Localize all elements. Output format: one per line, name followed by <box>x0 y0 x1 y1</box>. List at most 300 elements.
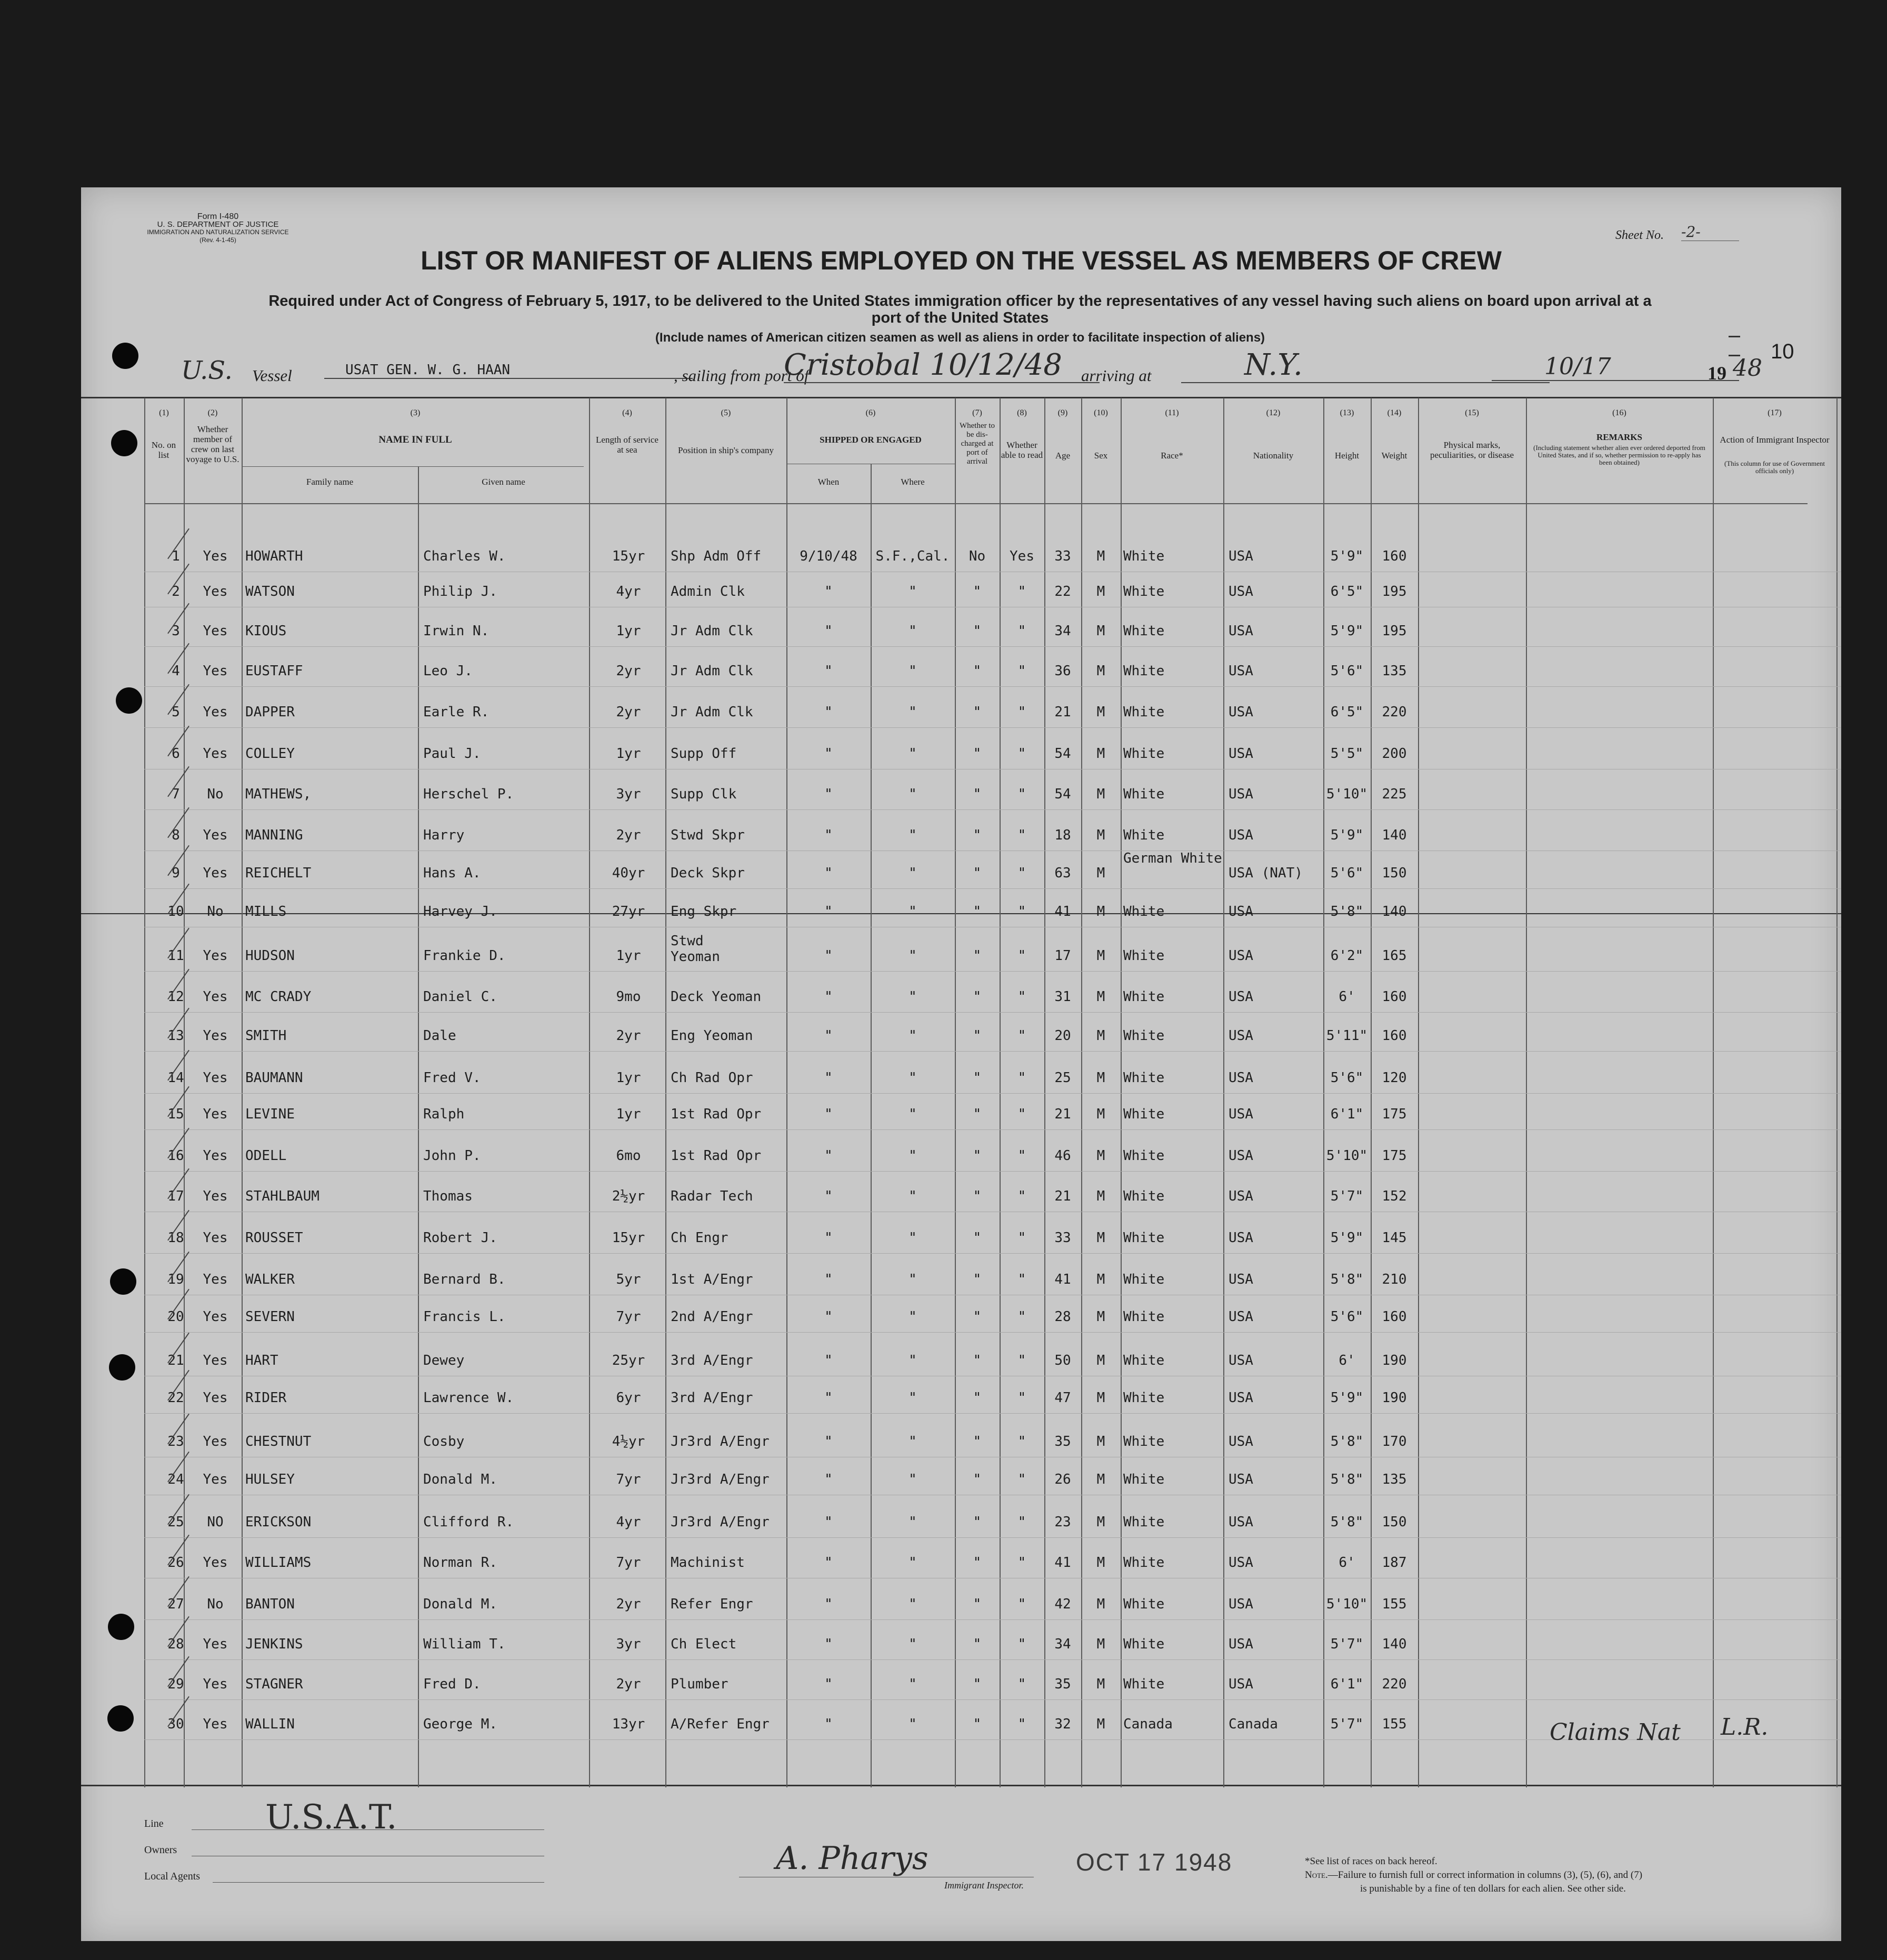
when-cell: " <box>824 786 833 802</box>
nationality-cell: USA <box>1229 704 1253 720</box>
family-name-cell: WILLIAMS <box>245 1555 312 1571</box>
height-cell: 5'9" <box>1330 827 1364 843</box>
race-cell: White <box>1123 548 1165 564</box>
weight-cell: 152 <box>1382 1188 1407 1204</box>
service-cell: 2yr <box>616 1676 641 1692</box>
row-guide-line <box>144 1537 1841 1538</box>
when-cell: " <box>824 1353 833 1368</box>
discharged-cell: " <box>973 865 982 881</box>
service-cell: 6yr <box>616 1390 641 1406</box>
prev-voyage-cell: Yes <box>203 1309 228 1325</box>
footer-line-value: U.S.A.T. <box>265 1798 397 1837</box>
vessel-prefix: U.S. <box>181 356 233 385</box>
service-cell: 2yr <box>616 1596 641 1612</box>
colnum-3: (3) <box>410 408 421 417</box>
col-rule-12 <box>1223 398 1224 1787</box>
position-cell: Ch Rad Opr <box>671 1070 753 1086</box>
col-rule-3 <box>242 398 243 1787</box>
sailing-label: , sailing from port of <box>674 366 809 385</box>
height-cell: 5'8" <box>1330 904 1364 919</box>
race-cell: White <box>1123 1272 1165 1287</box>
where-cell: S.F.,Cal. <box>875 548 950 564</box>
race-cell: White <box>1123 1188 1165 1204</box>
row-number: 17 <box>167 1188 184 1204</box>
colnum-8: (8) <box>1017 408 1027 417</box>
height-cell: 5'6" <box>1330 865 1364 881</box>
weight-cell: 160 <box>1382 989 1407 1005</box>
row-guide-line <box>144 686 1841 687</box>
colhead-position: Position in ship's company <box>677 445 774 455</box>
required-line-1: Required under Act of Congress of February 5, 1917, to be delivered to the United States immigration officer by the representatives of any vessel having such aliens on board upon arrival at a <box>268 293 1652 309</box>
discharged-cell: " <box>973 786 982 802</box>
nationality-cell: USA <box>1229 1555 1253 1571</box>
col-rule-16 <box>1526 398 1527 1787</box>
height-cell: 5'8" <box>1330 1434 1364 1449</box>
sheet-no-label: Sheet No. <box>1615 228 1664 242</box>
race-cell: White <box>1123 1390 1165 1406</box>
age-cell: 54 <box>1054 786 1071 802</box>
prev-voyage-cell: Yes <box>203 1353 228 1368</box>
race-cell: White <box>1123 1555 1165 1571</box>
service-cell: 13yr <box>612 1716 645 1732</box>
race-cell: White <box>1123 827 1165 843</box>
colhead-when: When <box>817 477 840 487</box>
race-cell: White <box>1123 989 1165 1005</box>
family-name-cell: WATSON <box>245 584 295 599</box>
punch-hole <box>111 430 137 456</box>
height-cell: 5'10" <box>1326 1148 1368 1164</box>
height-cell: 5'9" <box>1330 548 1364 564</box>
colhead-physical-marks: Physical marks, peculiarities, or disease <box>1430 440 1514 460</box>
where-cell: " <box>908 1148 917 1164</box>
weight-cell: 160 <box>1382 1309 1407 1325</box>
position-cell: Ch Elect <box>671 1636 737 1652</box>
sex-cell: M <box>1096 989 1105 1005</box>
prev-voyage-cell: Yes <box>203 1272 228 1287</box>
age-cell: 17 <box>1054 948 1071 964</box>
colhead-able-to-read: Whether able to read <box>1001 440 1043 460</box>
given-name-cell: Dewey <box>423 1353 465 1368</box>
nationality-cell: Canada <box>1229 1716 1278 1732</box>
row-number: 22 <box>167 1390 184 1406</box>
weight-cell: 150 <box>1382 865 1407 881</box>
given-name-cell: Harry <box>423 827 465 843</box>
weight-cell: 175 <box>1382 1106 1407 1122</box>
read-cell: " <box>1017 1636 1026 1652</box>
prev-voyage-cell: Yes <box>203 1106 228 1122</box>
sex-cell: M <box>1096 1353 1105 1368</box>
when-cell: " <box>824 663 833 679</box>
given-name-cell: Clifford R. <box>423 1514 514 1530</box>
sex-cell: M <box>1096 663 1105 679</box>
nationality-cell: USA <box>1229 1596 1253 1612</box>
service-cell: 2yr <box>616 704 641 720</box>
age-cell: 36 <box>1054 663 1071 679</box>
race-cell: White <box>1123 904 1165 919</box>
when-cell: " <box>824 827 833 843</box>
when-cell: " <box>824 1596 833 1612</box>
nationality-cell: USA <box>1229 1309 1253 1325</box>
sex-cell: M <box>1096 1309 1105 1325</box>
position-cell: 3rd A/Engr <box>671 1390 753 1406</box>
age-cell: 63 <box>1054 865 1071 881</box>
colnum-2: (2) <box>207 408 218 417</box>
position-cell: 1st Rad Opr <box>671 1106 762 1122</box>
sex-cell: M <box>1096 584 1105 599</box>
row-guide-line <box>144 809 1841 810</box>
position-cell: Radar Tech <box>671 1188 753 1204</box>
race-cell: White <box>1123 1472 1165 1487</box>
age-cell: 35 <box>1054 1434 1071 1449</box>
where-cell: " <box>908 1636 917 1652</box>
given-name-cell: Irwin N. <box>423 623 490 639</box>
height-cell: 6'2" <box>1330 948 1364 964</box>
read-cell: " <box>1017 827 1026 843</box>
nationality-cell: USA <box>1229 948 1253 964</box>
position-cell: Machinist <box>671 1555 745 1571</box>
age-cell: 25 <box>1054 1070 1071 1086</box>
family-name-cell: RIDER <box>245 1390 287 1406</box>
discharged-cell: " <box>973 827 982 843</box>
family-name-cell: CHESTNUT <box>245 1434 312 1449</box>
service-cell: 1yr <box>616 948 641 964</box>
family-name-cell: MATHEWS, <box>245 786 312 802</box>
when-cell: " <box>824 1028 833 1044</box>
given-name-cell: Lawrence W. <box>423 1390 514 1406</box>
colnum-11: (11) <box>1165 408 1179 417</box>
row-number: 27 <box>167 1596 184 1612</box>
read-cell: " <box>1017 746 1026 762</box>
discharged-cell: " <box>973 1676 982 1692</box>
given-name-cell: Hans A. <box>423 865 481 881</box>
height-cell: 5'11" <box>1326 1028 1368 1044</box>
weight-cell: 160 <box>1382 548 1407 564</box>
when-cell: " <box>824 1070 833 1086</box>
when-cell: " <box>824 746 833 762</box>
race-cell: White <box>1123 1148 1165 1164</box>
col-rule-3b <box>418 466 419 1787</box>
sex-cell: M <box>1096 1636 1105 1652</box>
sex-cell: M <box>1096 1676 1105 1692</box>
nationality-cell: USA <box>1229 1472 1253 1487</box>
sex-cell: M <box>1096 623 1105 639</box>
where-cell: " <box>908 1272 917 1287</box>
discharged-cell: " <box>973 1434 982 1449</box>
form-id-block <box>147 213 289 244</box>
family-name-cell: BANTON <box>245 1596 295 1612</box>
service-cell: 15yr <box>612 1230 645 1246</box>
family-name-cell: WALLIN <box>245 1716 295 1732</box>
service-cell: 27yr <box>612 904 645 919</box>
family-name-cell: MANNING <box>245 827 303 843</box>
age-cell: 50 <box>1054 1353 1071 1368</box>
colhead-family-name: Family name <box>306 477 354 487</box>
nationality-cell: USA <box>1229 1636 1253 1652</box>
read-cell: " <box>1017 663 1026 679</box>
col-rule-1 <box>144 398 145 1787</box>
age-cell: 31 <box>1054 989 1071 1005</box>
read-cell: " <box>1017 1272 1026 1287</box>
row-guide-line <box>144 1129 1841 1130</box>
row-number: 30 <box>167 1716 184 1732</box>
punch-hole <box>116 687 142 714</box>
position-cell: Refer Engr <box>671 1596 753 1612</box>
colnum-12: (12) <box>1266 408 1281 417</box>
service-cell: 15yr <box>612 548 645 564</box>
prev-voyage-cell: Yes <box>203 865 228 881</box>
where-cell: " <box>908 663 917 679</box>
service-cell: 2yr <box>616 663 641 679</box>
row-number: 7 <box>172 786 180 802</box>
nationality-cell: USA <box>1229 1070 1253 1086</box>
note-races: *See list of races on back hereof. <box>1305 1856 1437 1867</box>
weight-cell: 140 <box>1382 827 1407 843</box>
where-cell: " <box>908 584 917 599</box>
sex-cell: M <box>1096 1070 1105 1086</box>
colnum-14: (14) <box>1387 408 1402 417</box>
given-name-cell: Philip J. <box>423 584 497 599</box>
col-rule-15 <box>1418 398 1419 1787</box>
footer-agents-label: Local Agents <box>144 1871 201 1882</box>
nationality-cell: USA (NAT) <box>1229 865 1303 881</box>
discharged-cell: " <box>973 584 982 599</box>
punch-hole <box>107 1705 134 1732</box>
when-cell: " <box>824 948 833 964</box>
given-name-cell: William T. <box>423 1636 506 1652</box>
discharged-cell: " <box>973 663 982 679</box>
prev-voyage-cell: Yes <box>203 1472 228 1487</box>
age-cell: 41 <box>1054 1272 1071 1287</box>
prev-voyage-cell: Yes <box>203 746 228 762</box>
family-name-cell: COLLEY <box>245 746 295 762</box>
vessel-label: Vessel <box>252 366 292 385</box>
punch-hole <box>108 1614 134 1640</box>
where-cell: " <box>908 1028 917 1044</box>
prev-voyage-cell: Yes <box>203 663 228 679</box>
race-cell: White <box>1123 1636 1165 1652</box>
form-service: IMMIGRATION AND NATURALIZATION SERVICE <box>147 228 289 236</box>
nationality-cell: USA <box>1229 1514 1253 1530</box>
where-cell: " <box>908 948 917 964</box>
row-guide-line <box>144 1051 1841 1052</box>
nationality-cell: USA <box>1229 1676 1253 1692</box>
discharged-cell: " <box>973 1596 982 1612</box>
prev-voyage-cell: No <box>207 1596 224 1612</box>
nationality-cell: USA <box>1229 1390 1253 1406</box>
where-cell: " <box>908 1676 917 1692</box>
given-name-cell: Francis L. <box>423 1309 506 1325</box>
age-cell: 23 <box>1054 1514 1071 1530</box>
race-cell: White <box>1123 1070 1165 1086</box>
family-name-cell: STAGNER <box>245 1676 303 1692</box>
row-number: 25 <box>167 1514 184 1530</box>
row-guide-line <box>144 971 1841 972</box>
row-number: 20 <box>167 1309 184 1325</box>
family-name-cell: SMITH <box>245 1028 287 1044</box>
race-cell: White <box>1123 1353 1165 1368</box>
height-cell: 5'10" <box>1326 1596 1368 1612</box>
nationality-cell: USA <box>1229 1188 1253 1204</box>
family-name-cell: BAUMANN <box>245 1070 303 1086</box>
family-name-cell: ROUSSET <box>245 1230 303 1246</box>
height-cell: 5'7" <box>1330 1716 1364 1732</box>
when-cell: " <box>824 1148 833 1164</box>
given-name-cell: Donald M. <box>423 1472 497 1487</box>
weight-cell: 225 <box>1382 786 1407 802</box>
colhead-given-name: Given name <box>482 477 525 487</box>
prev-voyage-cell: Yes <box>203 1148 228 1164</box>
weight-cell: 220 <box>1382 1676 1407 1692</box>
prev-voyage-cell: Yes <box>203 1555 228 1571</box>
service-cell: 7yr <box>616 1472 641 1487</box>
required-line-2: port of the United States <box>871 309 1049 326</box>
service-cell: 9mo <box>616 989 641 1005</box>
row-number: 13 <box>167 1028 184 1044</box>
where-cell: " <box>908 1230 917 1246</box>
prev-voyage-cell: Yes <box>203 989 228 1005</box>
age-cell: 18 <box>1054 827 1071 843</box>
position-cell: Stwd Yeoman <box>671 933 720 965</box>
where-cell: " <box>908 704 917 720</box>
colnum-13: (13) <box>1340 408 1354 417</box>
where-cell: " <box>908 1390 917 1406</box>
weight-cell: 220 <box>1382 704 1407 720</box>
note-label: Note. <box>1305 1869 1328 1881</box>
age-cell: 34 <box>1054 1636 1071 1652</box>
nationality-cell: USA <box>1229 904 1253 919</box>
row-number: 26 <box>167 1555 184 1571</box>
sex-cell: M <box>1096 548 1105 564</box>
nationality-cell: USA <box>1229 1028 1253 1044</box>
form-revision: (Rev. 4-1-45) <box>199 236 236 244</box>
sex-cell: M <box>1096 704 1105 720</box>
read-cell: " <box>1017 1309 1026 1325</box>
when-cell: " <box>824 1676 833 1692</box>
row-guide-line <box>144 1332 1841 1333</box>
prev-voyage-cell: Yes <box>203 584 228 599</box>
race-cell: White <box>1123 1434 1165 1449</box>
prev-voyage-cell: Yes <box>203 1676 228 1692</box>
given-name-cell: Thomas <box>423 1188 473 1204</box>
row-guide-line <box>144 646 1841 647</box>
colnum-4: (4) <box>622 408 632 417</box>
colhead-no: No. on list <box>151 440 176 460</box>
race-cell: White <box>1123 704 1165 720</box>
height-cell: 5'6" <box>1330 1070 1364 1086</box>
when-cell: " <box>824 1434 833 1449</box>
colnum-7: (7) <box>972 408 982 417</box>
prev-voyage-cell: NO <box>207 1514 224 1530</box>
position-cell: Jr Adm Clk <box>671 704 753 720</box>
given-name-cell: Norman R. <box>423 1555 497 1571</box>
service-cell: 6mo <box>616 1148 641 1164</box>
prev-voyage-cell: No <box>207 786 224 802</box>
age-cell: 34 <box>1054 623 1071 639</box>
colnum-17: (17) <box>1768 408 1782 417</box>
colhead-remarks: REMARKS <box>1596 432 1642 442</box>
weight-cell: 150 <box>1382 1514 1407 1530</box>
punch-hole <box>109 1354 135 1381</box>
weight-cell: 155 <box>1382 1716 1407 1732</box>
col-rule-6 <box>786 398 787 1787</box>
where-cell: " <box>908 1353 917 1368</box>
prev-voyage-cell: Yes <box>203 1716 228 1732</box>
discharged-cell: " <box>973 704 982 720</box>
col-rule-4 <box>589 398 590 1787</box>
discharged-cell: " <box>973 904 982 919</box>
position-cell: Deck Skpr <box>671 865 745 881</box>
age-cell: 41 <box>1054 904 1071 919</box>
row-guide-line <box>144 1619 1841 1620</box>
given-name-cell: Herschel P. <box>423 786 514 802</box>
vessel-name: USAT GEN. W. G. HAAN <box>324 362 693 379</box>
prev-voyage-cell: Yes <box>203 1434 228 1449</box>
sex-cell: M <box>1096 786 1105 802</box>
discharged-cell: " <box>973 989 982 1005</box>
nationality-cell: USA <box>1229 1353 1253 1368</box>
punch-hole <box>112 343 138 369</box>
read-cell: " <box>1017 786 1026 802</box>
sex-cell: M <box>1096 1272 1105 1287</box>
height-cell: 5'8" <box>1330 1472 1364 1487</box>
family-name-cell: EUSTAFF <box>245 663 303 679</box>
nationality-cell: USA <box>1229 623 1253 639</box>
arrival-date: 10/17 <box>1492 353 1739 381</box>
height-cell: 5'10" <box>1326 786 1368 802</box>
age-cell: 20 <box>1054 1028 1071 1044</box>
service-cell: 4yr <box>616 584 641 599</box>
weight-cell: 135 <box>1382 663 1407 679</box>
where-cell: " <box>908 1188 917 1204</box>
when-cell: " <box>824 1309 833 1325</box>
inspector-label: Immigrant Inspector. <box>944 1880 1024 1891</box>
family-name-cell: MC CRADY <box>245 989 312 1005</box>
read-cell: " <box>1017 1028 1026 1044</box>
when-cell: " <box>824 1230 833 1246</box>
read-cell: " <box>1017 1070 1026 1086</box>
when-cell: " <box>824 989 833 1005</box>
sex-cell: M <box>1096 827 1105 843</box>
age-cell: 41 <box>1054 1555 1071 1571</box>
row-number: 12 <box>167 989 184 1005</box>
service-cell: 1yr <box>616 746 641 762</box>
where-cell: " <box>908 1309 917 1325</box>
service-cell: 2yr <box>616 827 641 843</box>
when-cell: " <box>824 623 833 639</box>
service-cell: 25yr <box>612 1353 645 1368</box>
discharged-cell: " <box>973 1230 982 1246</box>
family-name-cell: KIOUS <box>245 623 287 639</box>
position-cell: Eng Yeoman <box>671 1028 753 1044</box>
race-cell: White <box>1123 1106 1165 1122</box>
family-name-cell: DAPPER <box>245 704 295 720</box>
height-cell: 6' <box>1339 1353 1355 1368</box>
family-name-cell: JENKINS <box>245 1636 303 1652</box>
sex-cell: M <box>1096 1148 1105 1164</box>
discharged-cell: " <box>973 746 982 762</box>
sex-cell: M <box>1096 865 1105 881</box>
position-cell: 1st A/Engr <box>671 1272 753 1287</box>
row-guide-line <box>144 888 1841 889</box>
row-guide-line <box>144 1659 1841 1660</box>
position-cell: Jr3rd A/Engr <box>671 1514 770 1530</box>
when-cell: " <box>824 704 833 720</box>
race-cell: White <box>1123 1309 1165 1325</box>
weight-cell: 190 <box>1382 1353 1407 1368</box>
read-cell: " <box>1017 865 1026 881</box>
colhead-race: Race* <box>1161 451 1183 461</box>
col-rule-18 <box>1836 398 1838 1787</box>
